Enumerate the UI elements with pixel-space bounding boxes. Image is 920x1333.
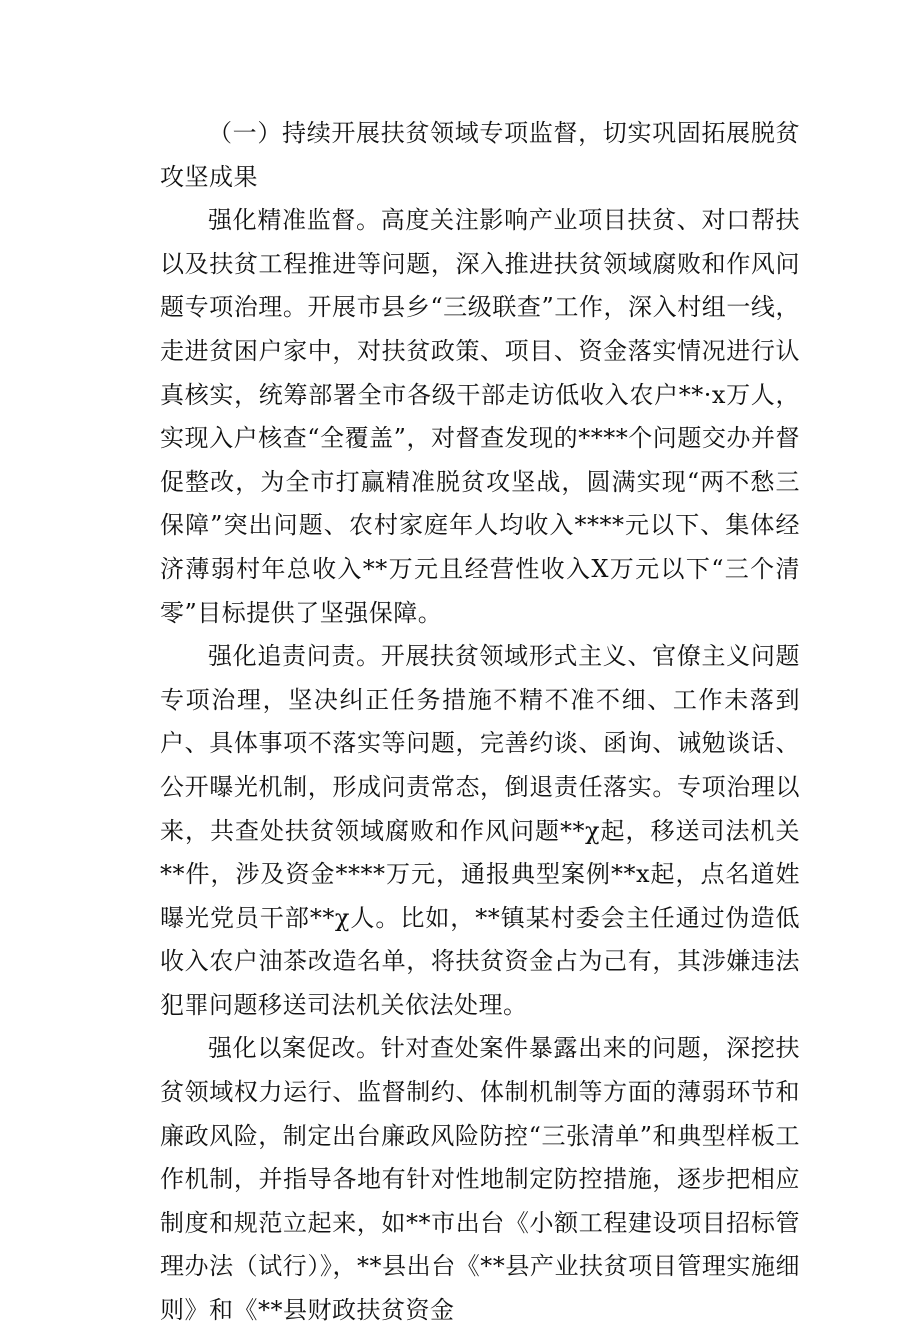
paragraph-accountability: 强化追责问责。开展扶贫领域形式主义、官僚主义问题专项治理，坚决纠正任务措施不精不准不细、工作未落到户、具体事项不落实等问题，完善约谈、函询、诫勉谈话、公开曝光机制，形成问责常态，倒退责任落实。专项治理以来，共查处扶贫领域腐败和作风问题**χ起，移送司法机关**件，涉及资金****万元，通报典型案例**x起，点名道姓曝光党员干部**χ人。比如，**镇某村委会主任通过伪造低收入农户油茶改造名单，将扶贫资金占为己有，其涉嫌违法犯罪问题移送司法机关依法处理。 (160, 642, 800, 1019)
document-body (160, 112, 800, 1333)
paragraph-precise-supervision: 强化精准监督。高度关注影响产业项目扶贫、对口帮扶以及扶贫工程推进等问题，深入推进扶贫领域腐败和作风问题专项治理。开展市县乡“三级联查”工作，深入村组一线，走进贫困户家中，对扶贫政策、项目、资金落实情况进行认真核实，统筹部署全市各级干部走访低收入农户**·x万人，实现入户核查“全覆盖”，对督查发现的****个问题交办并督促整改，为全市打赢精准脱贫攻坚战，圆满实现“两不愁三保障”突出问题、农村家庭年人均收入****元以下、集体经济薄弱村年总收入**万元且经营性收入X万元以下“三个清零”目标提供了坚强保障。 (160, 206, 800, 627)
section-heading: （一）持续开展扶贫领域专项监督，切实巩固拓展脱贫攻坚成果 (160, 119, 800, 191)
paragraph-case-reform: 强化以案促改。针对查处案件暴露出来的问题，深挖扶贫领域权力运行、监督制约、体制机制等方面的薄弱环节和廉政风险，制定出台廉政风险防控“三张清单”和典型样板工作机制，并指导各地有针对性地制定防控措施，逐步把相应制度和规范立起来，如**市出台《小额工程建设项目招标管理办法（试行）》，**县出台《**县产业扶贫项目管理实施细则》和《**县财政扶贫资金 (160, 1034, 800, 1325)
